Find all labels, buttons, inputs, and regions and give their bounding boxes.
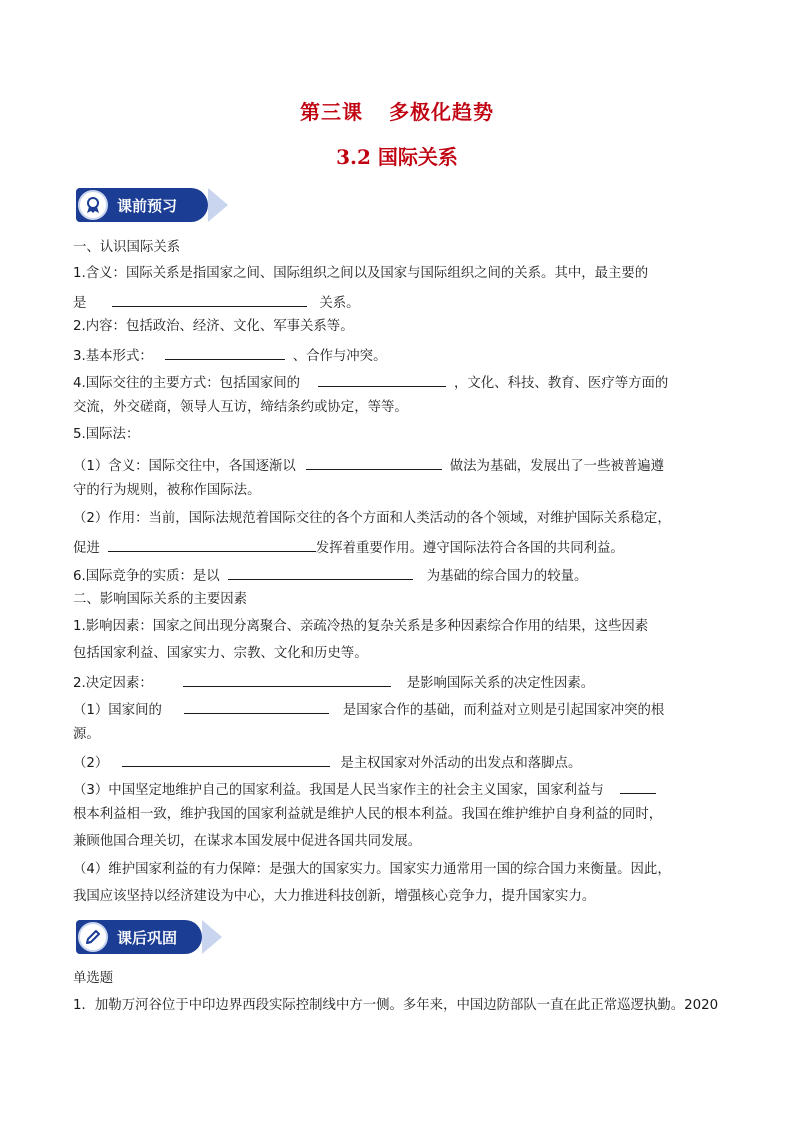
section-1-heading: 一、认识国际关系 xyxy=(73,240,181,255)
paragraph-line: 促进 发挥着重要作用。遵守国际法符合各国的共同利益。 xyxy=(73,537,723,558)
lesson-title xyxy=(0,96,794,125)
paragraph-line: （1）含义：国际交往中，各国逐渐以 做法为基础，发展出了一些被普遍遵 xyxy=(73,455,723,476)
paragraph-line: 包括国家利益、国家实力、宗教、文化和历史等。 xyxy=(73,646,368,661)
paragraph-line: 2.决定因素： 是影响国际关系的决定性因素。 xyxy=(73,672,723,693)
paragraph-line: 6.国际竞争的实质：是以 为基础的综合国力的较量。 xyxy=(73,565,723,586)
section-title: 3.2 国际关系 xyxy=(336,145,458,169)
fill-blank[interactable] xyxy=(122,752,330,767)
fill-blank[interactable] xyxy=(228,565,413,580)
paragraph-line: 我国应该坚持以经济建设为中心，大力推进科技创新，增强核心竞争力，提升国家实力。 xyxy=(73,889,596,904)
consolidate-banner-label: 课后巩固 xyxy=(117,928,178,947)
paragraph-line: 3.基本形式： 、合作与冲突。 xyxy=(73,345,723,366)
section-2-heading: 二、影响国际关系的主要因素 xyxy=(73,592,248,607)
fill-blank[interactable] xyxy=(318,372,446,387)
paragraph-line: （1）国家间的 是国家合作的基础，而利益对立则是引起国家冲突的根 xyxy=(73,699,723,720)
fill-blank[interactable] xyxy=(306,455,442,470)
fill-blank[interactable] xyxy=(183,672,391,687)
pencil-icon xyxy=(78,922,108,952)
preview-banner-label: 课前预习 xyxy=(117,196,178,215)
paragraph-line: 交流，外交磋商，领导人互访，缔结条约或协定，等等。 xyxy=(73,400,408,415)
fill-blank[interactable] xyxy=(620,779,656,794)
paragraph-line: （2）作用：当前，国际法规范着国际交往的各个方面和人类活动的各个领域，对维护国际关系稳定， xyxy=(73,511,671,526)
fill-blank[interactable] xyxy=(165,345,285,360)
fill-blank[interactable] xyxy=(184,699,329,714)
fill-blank[interactable] xyxy=(108,537,316,552)
paragraph-line: （3）中国坚定地维护自己的国家利益。我国是人民当家作主的社会主义国家，国家利益与 xyxy=(73,779,723,800)
paragraph-line: 是 关系。 xyxy=(73,292,723,313)
preview-banner xyxy=(76,188,208,222)
paragraph-line: 1.含义：国际关系是指国家之间、国际组织之间以及国家与国际组织之间的关系。其中，最主要的 xyxy=(73,266,649,281)
consolidate-banner xyxy=(76,920,202,954)
paragraph-line: 4.国际交往的主要方式：包括国家间的 ，文化、科技、教育、医疗等方面的 xyxy=(73,372,723,393)
paragraph-line: 根本利益相一致，维护我国的国家利益就是维护人民的根本利益。我国在维护维护自身利益的同时， xyxy=(73,807,663,822)
paragraph-line: （4）维护国家利益的有力保障：是强大的国家实力。国家实力通常用一国的综合国力来衡量。因此， xyxy=(73,862,671,877)
lesson-number: 第三课 xyxy=(300,100,363,124)
fill-blank[interactable] xyxy=(112,292,307,307)
paragraph-line: 源。 xyxy=(73,727,100,742)
question-type: 单选题 xyxy=(73,971,114,986)
lesson-topic: 多极化趋势 xyxy=(389,100,494,124)
question-1: 1．加勒万河谷位于中印边界西段实际控制线中方一侧。多年来，中国边防部队一直在此正常巡逻执勤。2020 xyxy=(73,998,719,1013)
award-ribbon-icon xyxy=(78,190,108,220)
paragraph-line: 兼顾他国合理关切，在谋求本国发展中促进各国共同发展。 xyxy=(73,834,422,849)
paragraph-line: 守的行为规则，被称作国际法。 xyxy=(73,483,261,498)
paragraph-line: （2） 是主权国家对外活动的出发点和落脚点。 xyxy=(73,752,723,773)
paragraph-line: 2.内容：包括政治、经济、文化、军事关系等。 xyxy=(73,319,354,334)
paragraph-line: 1.影响因素：国家之间出现分离聚合、亲疏冷热的复杂关系是多种因素综合作用的结果，这些因素 xyxy=(73,619,649,634)
paragraph-line: 5.国际法： xyxy=(73,427,140,442)
